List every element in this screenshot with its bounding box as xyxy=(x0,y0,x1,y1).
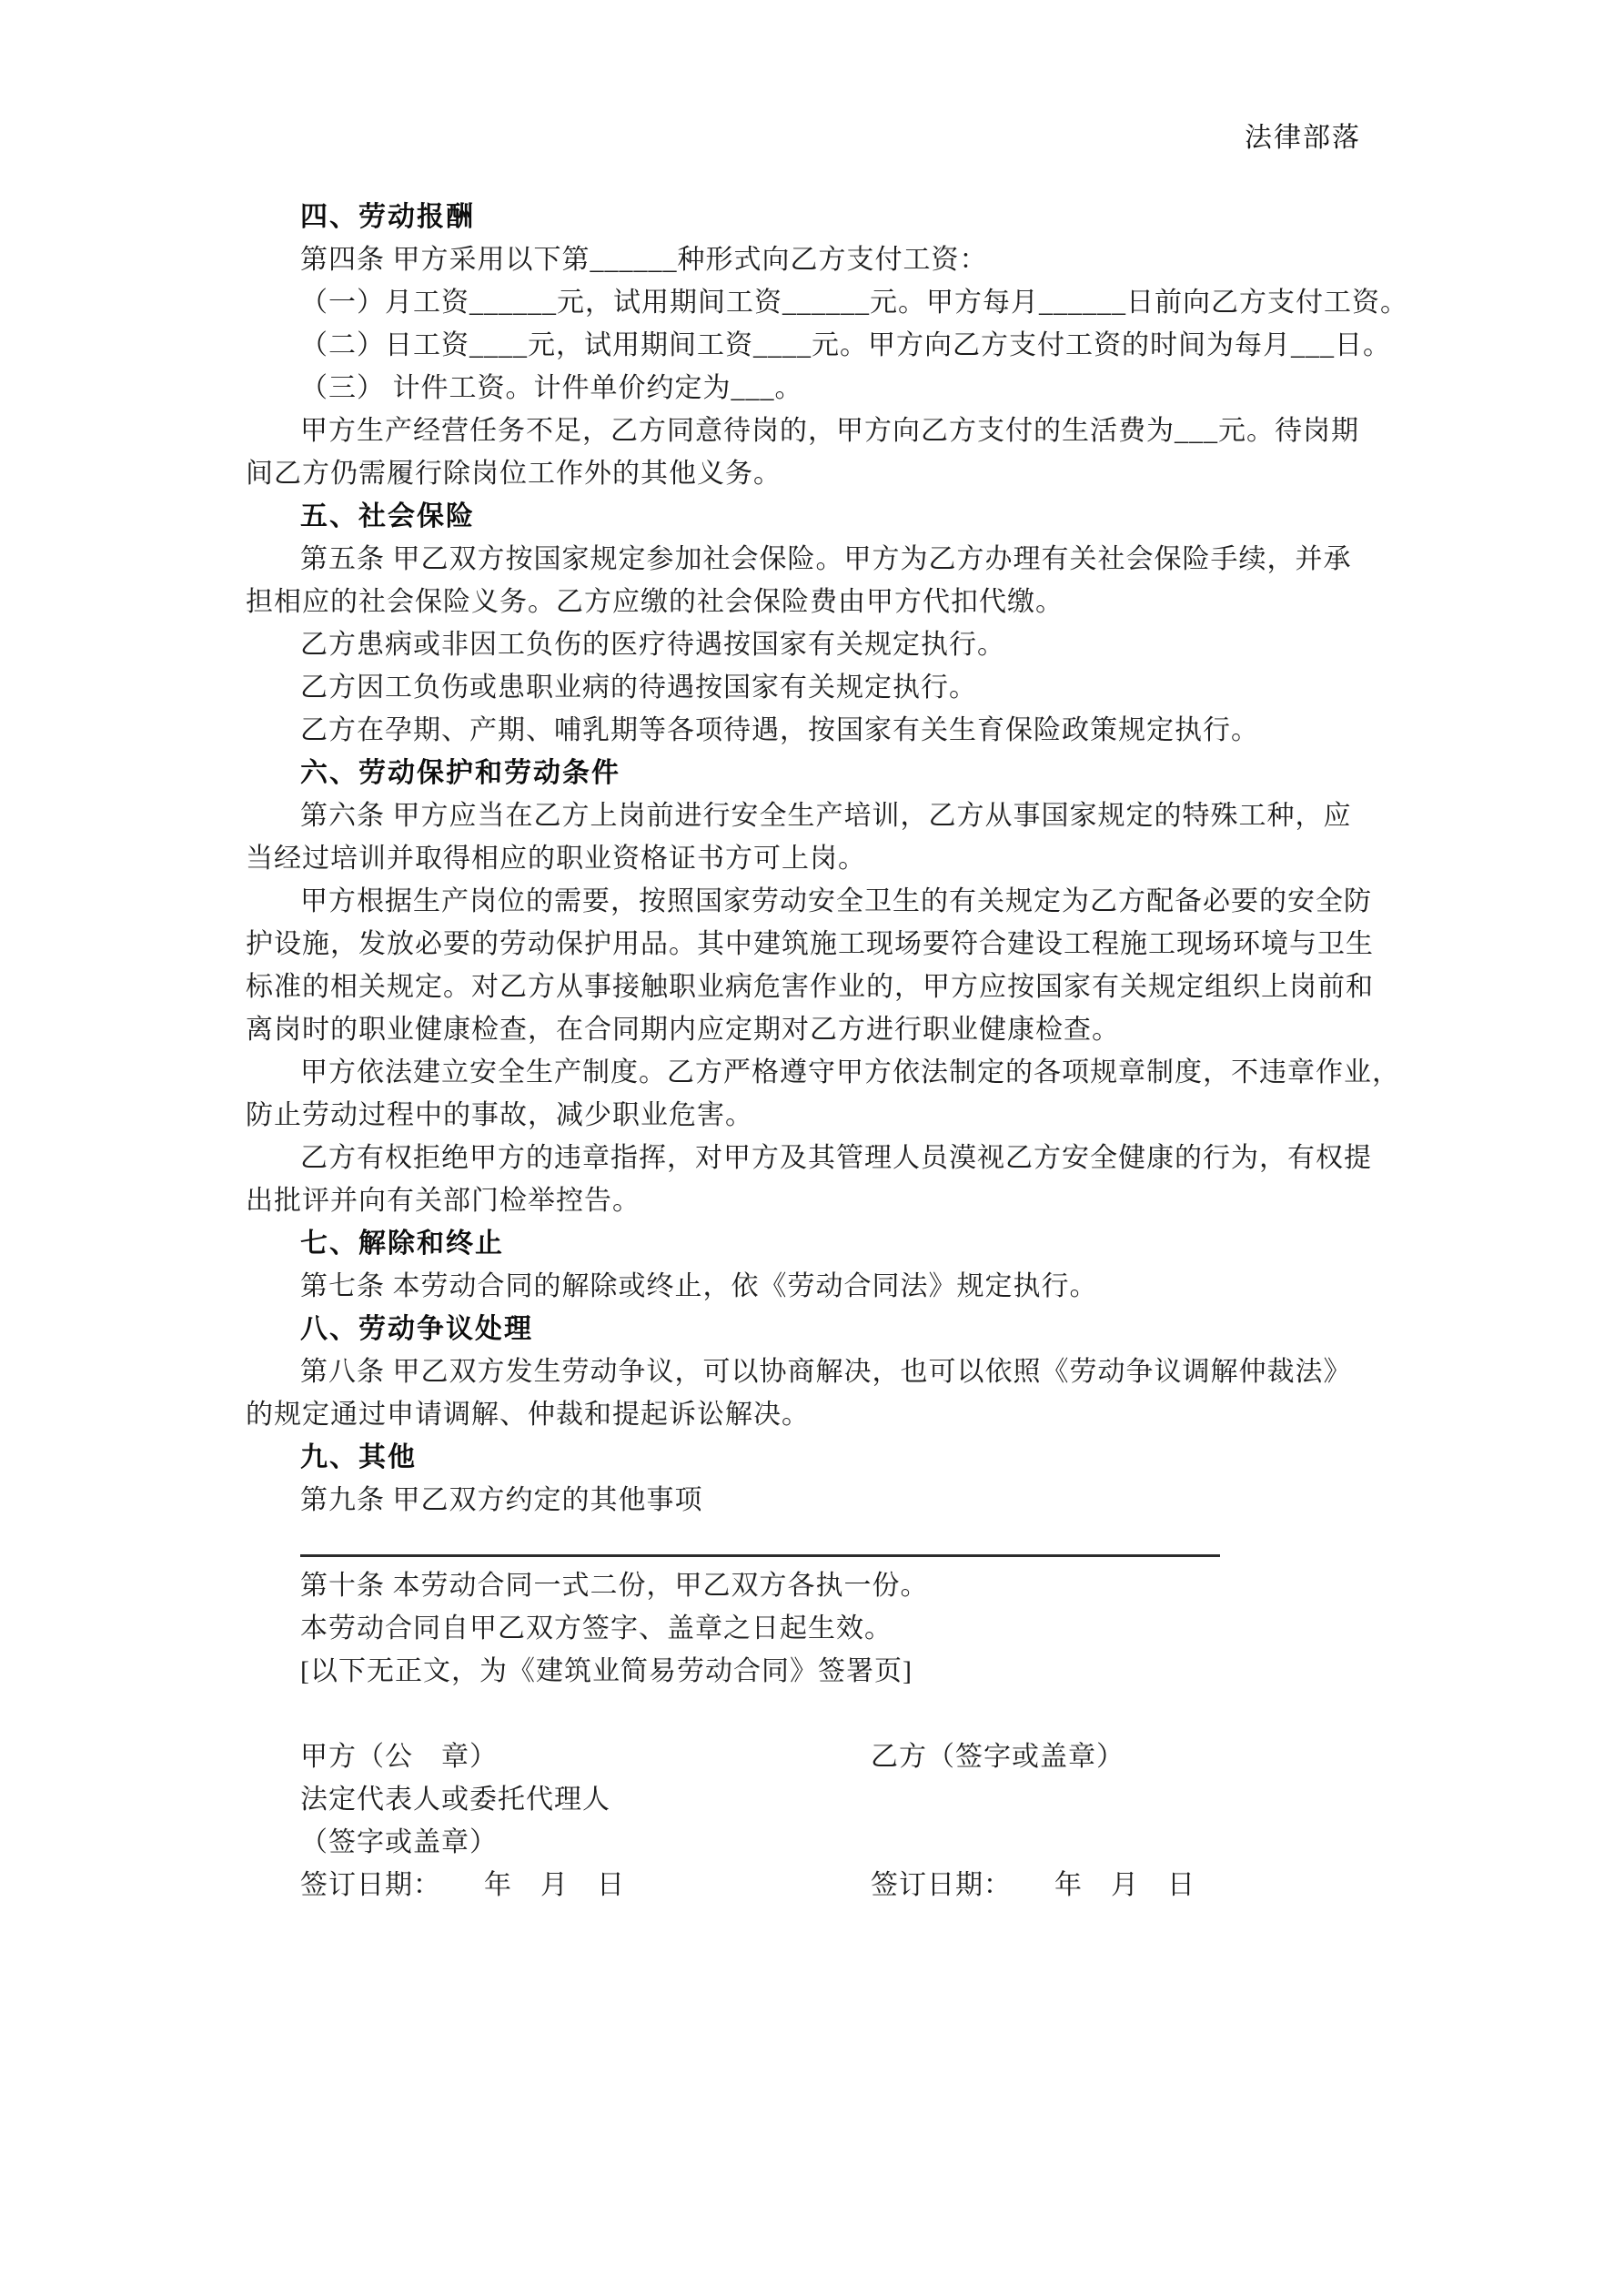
contract-line: 间乙方仍需履行除岗位工作外的其他义务。 xyxy=(246,459,782,489)
contract-line: （二）日工资____元，试用期间工资____元。甲方向乙方支付工资的时间为每月___日。 xyxy=(300,330,1391,360)
contract-line: （一）月工资______元，试用期间工资______元。甲方每月______日前向乙方支付工资。 xyxy=(300,288,1408,318)
signature-row-parties xyxy=(246,1735,1392,1778)
contract-line: 担相应的社会保险义务。乙方应缴的社会保险费由甲方代扣代缴。 xyxy=(246,587,1064,617)
contract-line: 当经过培训并取得相应的职业资格证书方可上岗。 xyxy=(246,844,866,874)
section-heading-6: 六、劳动保护和劳动条件 xyxy=(300,758,620,788)
signature-row-representative xyxy=(246,1778,1392,1821)
contract-line: 出批评并向有关部门检举控告。 xyxy=(246,1186,641,1216)
section-heading-8: 八、劳动争议处理 xyxy=(300,1314,533,1344)
signature-row-dates xyxy=(246,1864,1392,1907)
party-b-sign-date: 签订日期： 年 月 日 xyxy=(871,1870,1195,1900)
contract-line: 乙方在孕期、产期、哺乳期等各项待遇，按国家有关生育保险政策规定执行。 xyxy=(300,715,1259,745)
party-a-seal-label: 甲方（公 章） xyxy=(300,1742,498,1772)
section-heading-5: 五、社会保险 xyxy=(300,501,475,531)
party-b-sign-label: 乙方（签字或盖章） xyxy=(871,1742,1125,1772)
contract-body xyxy=(246,196,1408,1907)
contract-line: 第七条 本劳动合同的解除或终止，依《劳动合同法》规定执行。 xyxy=(300,1271,1098,1301)
contract-line: （三） 计件工资。计件单价约定为___。 xyxy=(300,373,803,403)
contract-line: 防止劳动过程中的事故，减少职业危害。 xyxy=(246,1100,753,1130)
contract-line: 本劳动合同自甲乙双方签字、盖章之日起生效。 xyxy=(300,1613,893,1644)
signature-row-rep-sign xyxy=(246,1821,1392,1864)
contract-line: 乙方因工负伤或患职业病的待遇按国家有关规定执行。 xyxy=(300,673,977,703)
contract-line: 乙方患病或非因工负伤的医疗待遇按国家有关规定执行。 xyxy=(300,630,1005,660)
contract-line: 乙方有权拒绝甲方的违章指挥，对甲方及其管理人员漠视乙方安全健康的行为，有权提 xyxy=(300,1143,1372,1173)
contract-line: 第十条 本劳动合同一式二份，甲乙双方各执一份。 xyxy=(300,1571,929,1601)
party-a-rep-sign-label: （签字或盖章） xyxy=(300,1827,498,1857)
party-a-sign-date: 签订日期： 年 月 日 xyxy=(300,1870,625,1900)
contract-line: 甲方依法建立安全生产制度。乙方严格遵守甲方依法制定的各项规章制度，不违章作业， xyxy=(300,1057,1400,1087)
contract-line: 第八条 甲乙双方发生劳动争议，可以协商解决，也可以依照《劳动争议调解仲裁法》 xyxy=(300,1357,1352,1387)
contract-line: 甲方生产经营任务不足，乙方同意待岗的，甲方向乙方支付的生活费为___元。待岗期 xyxy=(300,416,1359,446)
party-a-representative-label: 法定代表人或委托代理人 xyxy=(300,1785,610,1815)
contract-line: 护设施，发放必要的劳动保护用品。其中建筑施工现场要符合建设工程施工现场环境与卫生 xyxy=(246,929,1374,959)
brand-watermark: 法律部落 xyxy=(1245,123,1361,153)
fill-in-blank-line xyxy=(246,1522,1392,1564)
section-heading-4: 四、劳动报酬 xyxy=(300,202,475,232)
contract-line: 标准的相关规定。对乙方从事接触职业病危害作业的，甲方应按国家有关规定组织上岗前和 xyxy=(246,972,1374,1002)
fill-in-rule xyxy=(300,1554,1220,1557)
contract-line: 的规定通过申请调解、仲裁和提起诉讼解决。 xyxy=(246,1400,810,1430)
contract-line: [以下无正文，为《建筑业简易劳动合同》签署页] xyxy=(300,1656,913,1686)
section-heading-7: 七、解除和终止 xyxy=(300,1229,504,1259)
section-heading-9: 九、其他 xyxy=(300,1442,417,1472)
contract-line: 第九条 甲乙双方约定的其他事项 xyxy=(300,1485,703,1515)
contract-line: 第四条 甲方采用以下第______种形式向乙方支付工资： xyxy=(300,245,988,275)
contract-line: 第五条 甲乙双方按国家规定参加社会保险。甲方为乙方办理有关社会保险手续，并承 xyxy=(300,544,1352,574)
contract-line: 离岗时的职业健康检查，在合同期内应定期对乙方进行职业健康检查。 xyxy=(246,1015,1120,1045)
contract-line: 第六条 甲方应当在乙方上岗前进行安全生产培训，乙方从事国家规定的特殊工种，应 xyxy=(300,801,1352,831)
signature-gap xyxy=(246,1693,1392,1735)
contract-line: 甲方根据生产岗位的需要，按照国家劳动安全卫生的有关规定为乙方配备必要的安全防 xyxy=(300,886,1372,916)
